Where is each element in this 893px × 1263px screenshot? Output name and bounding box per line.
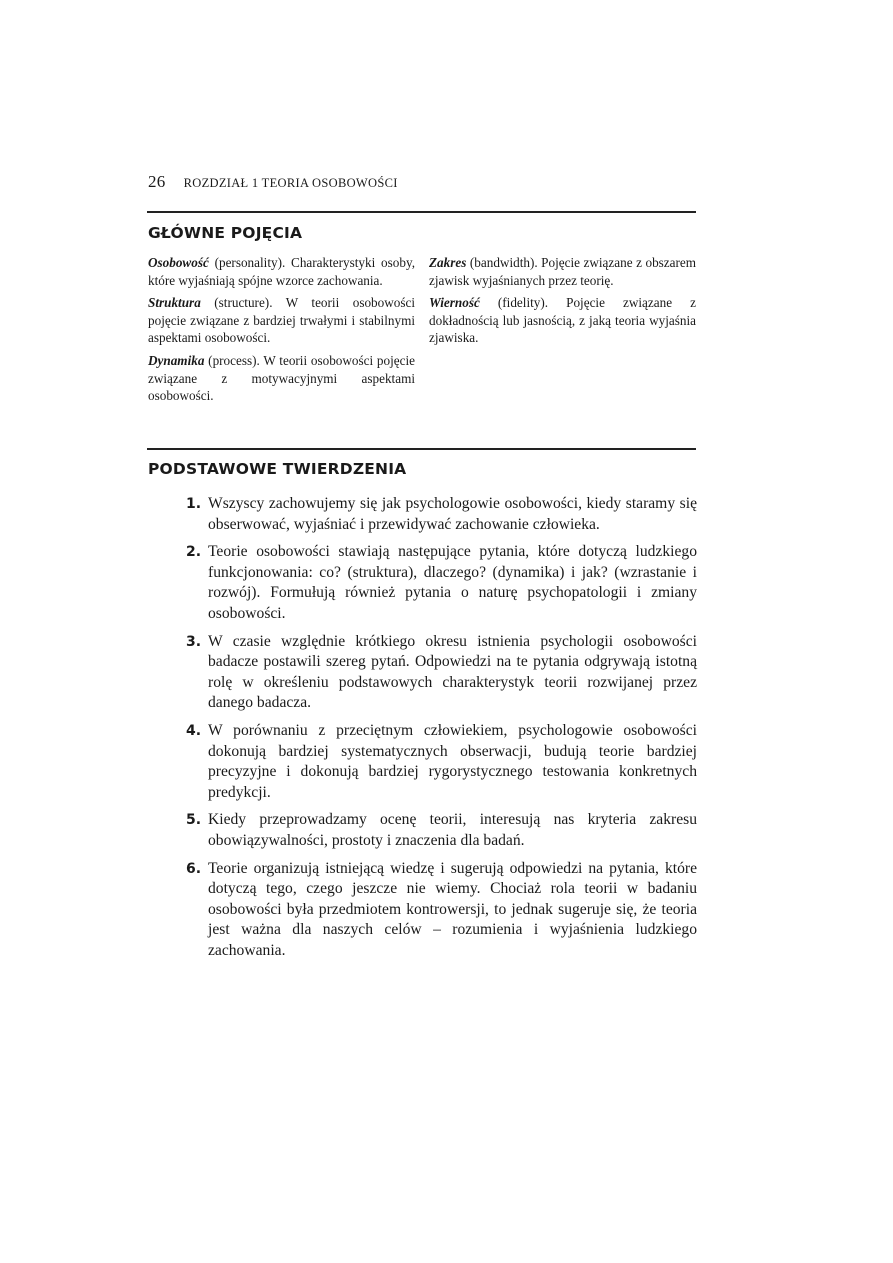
definition-text: (personality). Charakterystyki osoby, które wyjaśniają spójne wzorce zachowania.: [148, 255, 415, 288]
glossary-left-column: [148, 254, 415, 410]
item-text: Kiedy przeprowadzamy ocenę teorii, interesują nas kryteria zakresu obowiązywalności, prostoty i znaczenia dla badań.: [208, 811, 697, 849]
definition-zakres: [429, 254, 696, 289]
item-number: 6.: [186, 860, 202, 877]
item-text: Teorie organizują istniejącą wiedzę i sugerują odpowiedzi na pytania, które dotyczą tego, czego jeszcze nie wiemy. Chociaż rola teorii w badaniu osobowości była przedmiotem kontrowersji, to jednak sugeruje się, że teoria jest ważna dla naszych celów – rozumienia i wyjaśnienia ludzkiego zachowania.: [208, 859, 697, 959]
list-item: [186, 721, 697, 803]
running-title: ROZDZIAŁ 1 TEORIA OSOBOWOŚCI: [183, 176, 398, 190]
definition-text: (structure). W teorii osobowości pojęcie związane z bardziej trwałymi i stabilnymi aspektami osobowości.: [148, 295, 415, 346]
definition-term: Dynamika: [148, 352, 205, 368]
item-text: W porównaniu z przeciętnym człowiekiem, psychologowie osobowości dokonują bardziej systematycznych obserwacji, budują teorie bardziej precyzyjne i dokonują bardziej rygorystycznego testowania konkretnych predykcji.: [208, 721, 697, 801]
item-number: 1.: [186, 496, 202, 512]
definition-text: (bandwidth). Pojęcie związane z obszarem zjawisk wyjaśnianych przez teorię.: [429, 255, 696, 288]
definition-term: Zakres: [429, 255, 467, 270]
list-item: [186, 632, 697, 714]
item-text: W czasie względnie krótkiego okresu istnienia psychologii osobowości badacze postawili szereg pytań. Odpowiedzi na te pytania odgrywają istotną rolę w określeniu podstawowych charakterystyk teorii rozwijanej przez danego badacza.: [208, 632, 697, 712]
definition-struktura: [148, 294, 415, 347]
item-number: 5.: [186, 812, 202, 829]
item-number: 3.: [186, 633, 202, 650]
glossary-right-column: [429, 254, 696, 410]
definition-term: Osobowość: [148, 255, 209, 270]
definition-osobowosc: [148, 254, 415, 289]
glossary-definitions: [148, 254, 696, 410]
definition-term: Wierność: [429, 295, 480, 311]
claims-top-rule: [147, 448, 696, 450]
claims-title: PODSTAWOWE TWIERDZENIA: [148, 460, 407, 478]
list-item: [186, 542, 697, 624]
list-item: [186, 859, 697, 962]
item-number: 4.: [186, 722, 202, 739]
glossary-title: GŁÓWNE POJĘCIA: [148, 224, 303, 242]
definition-text: (process). W teorii osobowości pojęcie związane z motywacyjnymi aspektami osobowości.: [148, 352, 415, 404]
definition-term: Struktura: [148, 295, 201, 311]
definition-dynamika: [148, 352, 415, 405]
page-number: 26: [148, 172, 166, 191]
definition-text: (fidelity). Pojęcie związane z dokładnością lub jasnością, z jaką teoria wyjaśnia zjawiska.: [429, 295, 696, 346]
item-text: Wszyscy zachowujemy się jak psychologowie osobowości, kiedy staramy się obserwować, wyjaśniać i przewidywać zachowanie człowieka.: [208, 495, 697, 533]
item-text: Teorie osobowości stawiają następujące pytania, które dotyczą ludzkiego funkcjonowania: co? (struktura), dlaczego? (dynamika) i jak? (wzrastanie i rozwój). Formułują również pytania o naturę psychopatologii i zmiany osobowości.: [208, 543, 697, 622]
definition-wiernosc: [429, 294, 696, 347]
glossary-top-rule: [147, 211, 696, 213]
list-item: [186, 494, 697, 535]
item-number: 2.: [186, 544, 202, 561]
list-item: [186, 810, 697, 851]
claims-list: [186, 494, 697, 968]
page-header: [148, 172, 398, 192]
